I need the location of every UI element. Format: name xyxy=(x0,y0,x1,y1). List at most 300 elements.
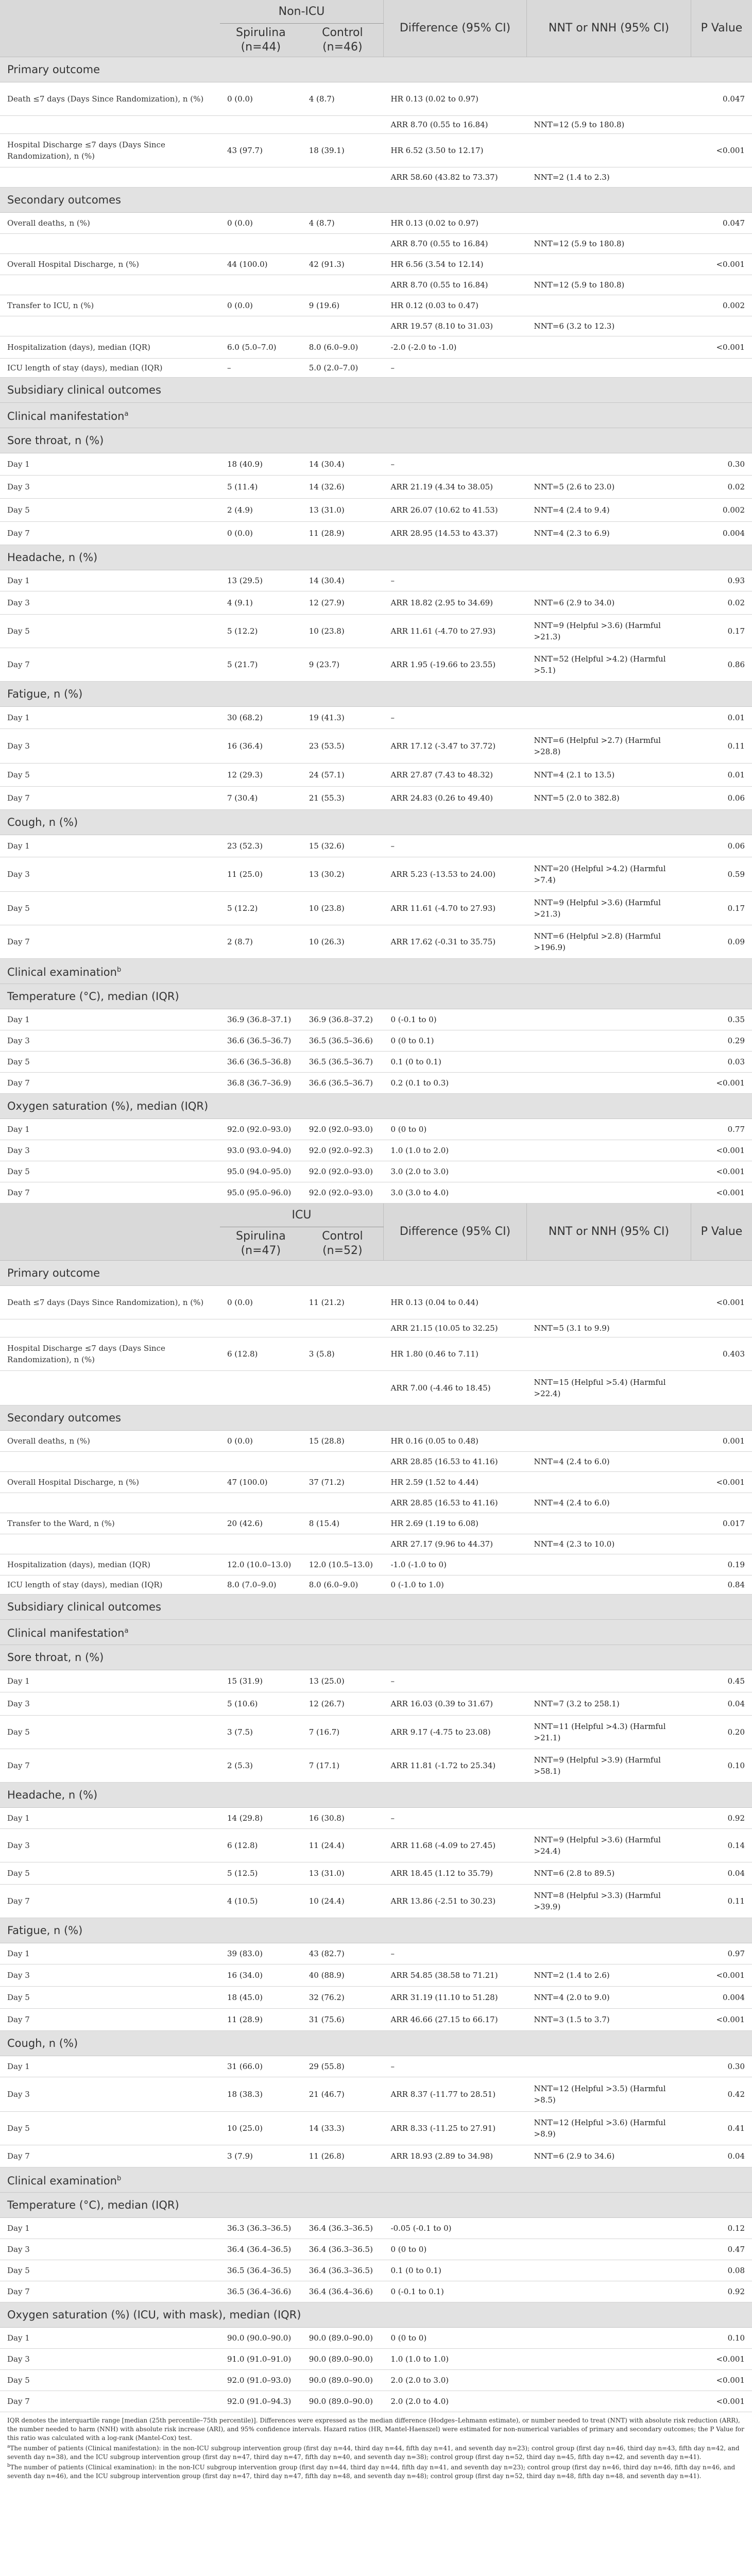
cell-spirulina: 30 (68.2) xyxy=(220,707,302,729)
table-row xyxy=(0,1943,752,1964)
cell-control: 36.4 (36.3–36.5) xyxy=(302,2239,384,2260)
row-label: Day 7 xyxy=(0,1749,220,1783)
cell-difference: 2.0 (2.0 to 3.0) xyxy=(384,2370,527,2391)
section-header-row xyxy=(0,57,752,82)
cell-difference: ARR 18.93 (2.89 to 34.98) xyxy=(384,2145,527,2167)
row-label: Day 7 xyxy=(0,2145,220,2167)
section-title-text: Primary outcome xyxy=(7,1267,100,1279)
cell-difference: HR 0.13 (0.02 to 0.97) xyxy=(384,82,527,116)
table-row xyxy=(0,648,752,682)
cell-spirulina: 0 (0.0) xyxy=(220,295,302,316)
cell-difference: ARR 17.12 (-3.47 to 37.72) xyxy=(384,729,527,764)
cell-control: 90.0 (89.0–90.0) xyxy=(302,2328,384,2349)
cell-control: 11 (21.2) xyxy=(302,1286,384,1319)
table-row xyxy=(0,336,752,359)
cell-spirulina: 6.0 (5.0–7.0) xyxy=(220,336,302,359)
cell-p-value: 0.92 xyxy=(691,1808,752,1829)
cell-p-value: 0.004 xyxy=(691,522,752,545)
table-row xyxy=(0,2145,752,2167)
row-label: Day 5 xyxy=(0,2260,220,2281)
cell-p-value: 0.11 xyxy=(691,729,752,764)
table-row xyxy=(0,1073,752,1094)
row-label: Day 5 xyxy=(0,2370,220,2391)
cell-difference: 0 (0 to 0.1) xyxy=(384,1030,527,1052)
cell-control: 8.0 (6.0–9.0) xyxy=(302,336,384,359)
cell-nnt xyxy=(527,336,691,359)
row-label xyxy=(0,1371,220,1405)
cell-control: 19 (41.3) xyxy=(302,707,384,729)
cell-spirulina: 0 (0.0) xyxy=(220,82,302,116)
table-row xyxy=(0,359,752,378)
cell-spirulina: 93.0 (93.0–94.0) xyxy=(220,1140,302,1161)
cell-spirulina: – xyxy=(220,359,302,378)
row-label: Day 1 xyxy=(0,835,220,857)
cell-p-value: 0.002 xyxy=(691,295,752,316)
section-title-text: Subsidiary clinical outcomes xyxy=(7,384,161,396)
cell-spirulina: 36.4 (36.4–36.5) xyxy=(220,2239,302,2260)
panel-group-title: Non-ICU xyxy=(220,0,384,24)
panel-group-title: ICU xyxy=(220,1204,384,1227)
section-header-row xyxy=(0,682,752,707)
cell-p-value: <0.001 xyxy=(691,1073,752,1094)
footnote-a xyxy=(7,2443,745,2462)
section-title xyxy=(0,378,752,403)
cell-nnt: NNT=8 (Helpful >3.3) (Harmful >39.9) xyxy=(527,1885,691,1918)
section-title xyxy=(0,959,752,984)
cell-p-value: 0.08 xyxy=(691,2260,752,2281)
section-title-text: Cough, n (%) xyxy=(7,816,78,828)
row-label: Overall Hospital Discharge, n (%) xyxy=(0,1472,220,1493)
cell-control: 12.0 (10.5–13.0) xyxy=(302,1554,384,1575)
row-label: Death ≤7 days (Days Since Randomization), n (%) xyxy=(0,82,220,116)
cell-p-value xyxy=(691,167,752,188)
table-row xyxy=(0,1692,752,1716)
cell-difference: 0 (-1.0 to 1.0) xyxy=(384,1575,527,1595)
cell-spirulina: 12.0 (10.0–13.0) xyxy=(220,1554,302,1575)
cell-difference: ARR 28.95 (14.53 to 43.37) xyxy=(384,522,527,545)
cell-nnt xyxy=(527,2239,691,2260)
cell-nnt xyxy=(527,1575,691,1595)
cell-p-value xyxy=(691,1493,752,1513)
cell-nnt: NNT=52 (Helpful >4.2) (Harmful >5.1) xyxy=(527,648,691,682)
cell-nnt: NNT=11 (Helpful >4.3) (Harmful >21.1) xyxy=(527,1716,691,1749)
cell-difference: 1.0 (1.0 to 2.0) xyxy=(384,1140,527,1161)
cell-spirulina xyxy=(220,1319,302,1337)
cell-difference: ARR 18.82 (2.95 to 34.69) xyxy=(384,591,527,615)
cell-difference: HR 1.80 (0.46 to 7.11) xyxy=(384,1337,527,1371)
row-label: Overall deaths, n (%) xyxy=(0,1431,220,1452)
cell-nnt: NNT=7 (3.2 to 258.1) xyxy=(527,1692,691,1716)
cell-spirulina xyxy=(220,167,302,188)
section-title-text: Oxygen saturation (%) (ICU, with mask), median (IQR) xyxy=(7,2309,301,2321)
cell-nnt xyxy=(527,1009,691,1030)
section-title xyxy=(0,2031,752,2056)
cell-difference: ARR 16.03 (0.39 to 31.67) xyxy=(384,1692,527,1716)
cell-difference: ARR 27.87 (7.43 to 48.32) xyxy=(384,764,527,787)
cell-p-value: <0.001 xyxy=(691,1140,752,1161)
cell-p-value: 0.17 xyxy=(691,892,752,925)
cell-nnt: NNT=6 (2.9 to 34.6) xyxy=(527,2145,691,2167)
row-label: Day 3 xyxy=(0,1829,220,1862)
cell-nnt xyxy=(527,2218,691,2239)
cell-p-value xyxy=(691,116,752,134)
cell-p-value: 0.017 xyxy=(691,1513,752,1534)
table-row xyxy=(0,1119,752,1140)
cell-control: 29 (55.8) xyxy=(302,2056,384,2077)
cell-nnt: NNT=6 (3.2 to 12.3) xyxy=(527,316,691,336)
section-header-row xyxy=(0,2031,752,2056)
row-label: Overall deaths, n (%) xyxy=(0,213,220,234)
col-header-difference: Difference (95% CI) xyxy=(384,1204,527,1261)
cell-spirulina: 13 (29.5) xyxy=(220,570,302,591)
cell-control: 36.5 (36.5–36.6) xyxy=(302,1030,384,1052)
row-label: Day 5 xyxy=(0,1161,220,1182)
cell-nnt xyxy=(527,1073,691,1094)
row-label: Day 5 xyxy=(0,1052,220,1073)
cell-p-value: <0.001 xyxy=(691,1472,752,1493)
cell-difference: ARR 9.17 (-4.75 to 23.08) xyxy=(384,1716,527,1749)
cell-nnt xyxy=(527,1140,691,1161)
cell-control: 11 (24.4) xyxy=(302,1829,384,1862)
section-header-row xyxy=(0,2302,752,2328)
cell-control: 90.0 (89.0–90.0) xyxy=(302,2370,384,2391)
header-blank-cell xyxy=(0,1204,220,1261)
row-label: Day 5 xyxy=(0,764,220,787)
row-label xyxy=(0,1319,220,1337)
cell-control: 36.6 (36.5–36.7) xyxy=(302,1073,384,1094)
table-row xyxy=(0,787,752,810)
cell-p-value: <0.001 xyxy=(691,2391,752,2412)
section-title xyxy=(0,810,752,835)
section-title-text: Cough, n (%) xyxy=(7,2037,78,2049)
cell-spirulina: 5 (12.5) xyxy=(220,1862,302,1885)
cell-spirulina: 95.0 (94.0–95.0) xyxy=(220,1161,302,1182)
cell-control xyxy=(302,167,384,188)
section-title-text: Clinical manifestation xyxy=(7,1627,125,1639)
cell-control: 92.0 (92.0–93.0) xyxy=(302,1119,384,1140)
cell-difference: ARR 8.70 (0.55 to 16.84) xyxy=(384,275,527,295)
row-label: Day 1 xyxy=(0,1808,220,1829)
cell-spirulina: 95.0 (95.0–96.0) xyxy=(220,1182,302,1204)
cell-nnt xyxy=(527,213,691,234)
table-row xyxy=(0,857,752,892)
cell-difference: ARR 8.37 (-11.77 to 28.51) xyxy=(384,2077,527,2112)
cell-spirulina: 6 (12.8) xyxy=(220,1829,302,1862)
row-label: Day 5 xyxy=(0,2112,220,2145)
cell-nnt: NNT=4 (2.3 to 10.0) xyxy=(527,1534,691,1554)
cell-p-value: 0.004 xyxy=(691,1987,752,2009)
row-label: Day 7 xyxy=(0,1073,220,1094)
cell-spirulina: 36.6 (36.5–36.7) xyxy=(220,1030,302,1052)
table-row xyxy=(0,234,752,254)
cell-spirulina xyxy=(220,1493,302,1513)
cell-p-value: 0.403 xyxy=(691,1337,752,1371)
table-row xyxy=(0,1452,752,1472)
cell-p-value: 0.02 xyxy=(691,476,752,499)
cell-spirulina: 4 (10.5) xyxy=(220,1885,302,1918)
cell-difference: ARR 46.66 (27.15 to 66.17) xyxy=(384,2009,527,2031)
section-title xyxy=(0,1094,752,1119)
cell-control: 90.0 (89.0–90.0) xyxy=(302,2391,384,2412)
cell-p-value: 0.35 xyxy=(691,1009,752,1030)
footnote-main: IQR denotes the interquartile range [median (25th percentile–75th percentile)]. Differences were expressed as the median difference (Hodges–Lehmann estimate), or number needed to treat (NNT) with absolute risk reduction (ARR), the number needed to harm (NNH) with absolute risk increase (ARI), and 95% confidence intervals. Hazard ratios (HR, Mantel-Haenszel) were estimated for non-numerical variables of primary and secondary outcomes; the P Value for this ratio was calculated with a log-rank (Mantel-Cox) test. xyxy=(7,2417,744,2442)
section-header-row xyxy=(0,378,752,403)
cell-difference: 2.0 (2.0 to 4.0) xyxy=(384,2391,527,2412)
cell-nnt xyxy=(527,453,691,476)
table-row xyxy=(0,1431,752,1452)
cell-control xyxy=(302,1319,384,1337)
header-blank-cell xyxy=(0,0,220,57)
section-title-text: Fatigue, n (%) xyxy=(7,1924,83,1937)
section-header-row xyxy=(0,1645,752,1670)
cell-spirulina: 3 (7.5) xyxy=(220,1716,302,1749)
cell-difference: 0.1 (0 to 0.1) xyxy=(384,1052,527,1073)
cell-nnt: NNT=3 (1.5 to 3.7) xyxy=(527,2009,691,2031)
section-title xyxy=(0,1645,752,1670)
cell-control xyxy=(302,1534,384,1554)
section-title-text: Temperature (°C), median (IQR) xyxy=(7,990,179,1003)
cell-control: 10 (26.3) xyxy=(302,925,384,959)
section-title-text: Clinical examination xyxy=(7,966,117,978)
cell-spirulina: 5 (10.6) xyxy=(220,1692,302,1716)
cell-spirulina: 92.0 (92.0–93.0) xyxy=(220,1119,302,1140)
cell-control: 8.0 (6.0–9.0) xyxy=(302,1575,384,1595)
section-title xyxy=(0,2167,752,2193)
cell-spirulina: 2 (4.9) xyxy=(220,499,302,522)
cell-spirulina: 23 (52.3) xyxy=(220,835,302,857)
cell-p-value: 0.04 xyxy=(691,2145,752,2167)
cell-spirulina: 90.0 (90.0–90.0) xyxy=(220,2328,302,2349)
cell-difference: -2.0 (-2.0 to -1.0) xyxy=(384,336,527,359)
cell-difference: HR 0.12 (0.03 to 0.47) xyxy=(384,295,527,316)
panel-header-group-row xyxy=(0,0,752,24)
section-title xyxy=(0,57,752,82)
cell-difference: ARR 58.60 (43.82 to 73.37) xyxy=(384,167,527,188)
cell-control: 4 (8.7) xyxy=(302,82,384,116)
cell-difference: ARR 24.83 (0.26 to 49.40) xyxy=(384,787,527,810)
row-label: Day 3 xyxy=(0,2349,220,2370)
cell-difference: – xyxy=(384,1670,527,1692)
cell-p-value: <0.001 xyxy=(691,1964,752,1987)
cell-control: 92.0 (92.0–92.3) xyxy=(302,1140,384,1161)
col-header-control: Control (n=46) xyxy=(302,24,384,57)
cell-p-value xyxy=(691,1319,752,1337)
cell-nnt xyxy=(527,1119,691,1140)
cell-p-value: 0.047 xyxy=(691,82,752,116)
table-row xyxy=(0,892,752,925)
cell-difference: HR 0.16 (0.05 to 0.48) xyxy=(384,1431,527,1452)
row-label xyxy=(0,275,220,295)
section-header-row xyxy=(0,2193,752,2218)
cell-difference: 0 (-0.1 to 0) xyxy=(384,1009,527,1030)
cell-difference: ARR 8.70 (0.55 to 16.84) xyxy=(384,234,527,254)
cell-p-value: 0.92 xyxy=(691,2281,752,2302)
cell-p-value: <0.001 xyxy=(691,336,752,359)
cell-nnt xyxy=(527,1808,691,1829)
table-row xyxy=(0,1862,752,1885)
section-header-row xyxy=(0,1783,752,1808)
cell-p-value: 0.06 xyxy=(691,787,752,810)
row-label xyxy=(0,234,220,254)
cell-difference: HR 6.52 (3.50 to 12.17) xyxy=(384,134,527,167)
table-row xyxy=(0,1513,752,1534)
cell-spirulina: 92.0 (91.0–94.3) xyxy=(220,2391,302,2412)
row-label: Day 1 xyxy=(0,1119,220,1140)
cell-spirulina: 5 (12.2) xyxy=(220,615,302,648)
cell-nnt: NNT=12 (5.9 to 180.8) xyxy=(527,116,691,134)
cell-spirulina: 11 (28.9) xyxy=(220,2009,302,2031)
cell-spirulina: 16 (36.4) xyxy=(220,729,302,764)
col-header-nnt: NNT or NNH (95% CI) xyxy=(527,1204,691,1261)
table-row xyxy=(0,2328,752,2349)
table-row xyxy=(0,1829,752,1862)
section-title xyxy=(0,545,752,570)
cell-control: 14 (30.4) xyxy=(302,570,384,591)
table-row xyxy=(0,2281,752,2302)
cell-control: 4 (8.7) xyxy=(302,213,384,234)
row-label: Day 7 xyxy=(0,1885,220,1918)
cell-p-value: <0.001 xyxy=(691,254,752,275)
table-row xyxy=(0,1371,752,1405)
cell-spirulina: 0 (0.0) xyxy=(220,522,302,545)
cell-nnt xyxy=(527,134,691,167)
cell-control: 12 (27.9) xyxy=(302,591,384,615)
cell-nnt: NNT=6 (Helpful >2.7) (Harmful >28.8) xyxy=(527,729,691,764)
table-row xyxy=(0,1534,752,1554)
section-title xyxy=(0,403,752,428)
cell-nnt: NNT=5 (2.6 to 23.0) xyxy=(527,476,691,499)
section-title-text: Headache, n (%) xyxy=(7,1789,98,1801)
cell-nnt: NNT=12 (5.9 to 180.8) xyxy=(527,275,691,295)
cell-spirulina xyxy=(220,116,302,134)
section-title-text: Clinical examination xyxy=(7,2175,117,2187)
row-label: Transfer to the Ward, n (%) xyxy=(0,1513,220,1534)
section-header-row xyxy=(0,959,752,984)
cell-difference: 0.1 (0 to 0.1) xyxy=(384,2260,527,2281)
cell-spirulina: 18 (45.0) xyxy=(220,1987,302,2009)
cell-p-value xyxy=(691,1371,752,1405)
row-label: Day 7 xyxy=(0,1182,220,1204)
table-row xyxy=(0,1885,752,1918)
cell-control: 13 (31.0) xyxy=(302,499,384,522)
row-label: Day 3 xyxy=(0,1030,220,1052)
row-label: Day 5 xyxy=(0,892,220,925)
section-title-text: Secondary outcomes xyxy=(7,1412,121,1424)
cell-spirulina: 2 (8.7) xyxy=(220,925,302,959)
row-label: Day 7 xyxy=(0,2281,220,2302)
cell-nnt: NNT=9 (Helpful >3.6) (Harmful >21.3) xyxy=(527,615,691,648)
cell-p-value: 0.77 xyxy=(691,1119,752,1140)
row-label xyxy=(0,1493,220,1513)
cell-control: 36.9 (36.8–37.2) xyxy=(302,1009,384,1030)
table-row xyxy=(0,2218,752,2239)
section-title-text: Temperature (°C), median (IQR) xyxy=(7,2199,179,2211)
footnote-b-text: The number of patients (Clinical examination): in the non-ICU subgroup intervention group (first day n=44, third day n=44, fifth day n=41, and seventh day n=23); control group (first day n=46, third day n=46, fifth day n=46, and seventh day n=46), and the ICU subgroup intervention group (first day n=47, third day n=47, fifth day n=48, and seventh day n=48); control group (first day n=52, third day n=48, fifth day n=48, and seventh day n=41). xyxy=(7,2464,736,2480)
cell-nnt: NNT=6 (2.8 to 89.5) xyxy=(527,1862,691,1885)
row-label: Day 5 xyxy=(0,499,220,522)
row-label xyxy=(0,116,220,134)
cell-p-value: 0.047 xyxy=(691,213,752,234)
row-label: Day 1 xyxy=(0,1009,220,1030)
cell-control: 13 (25.0) xyxy=(302,1670,384,1692)
row-label xyxy=(0,1452,220,1472)
cell-control: 36.5 (36.5–36.7) xyxy=(302,1052,384,1073)
cell-nnt xyxy=(527,1431,691,1452)
cell-nnt: NNT=2 (1.4 to 2.3) xyxy=(527,167,691,188)
table-row xyxy=(0,453,752,476)
cell-p-value: <0.001 xyxy=(691,1182,752,1204)
table-row xyxy=(0,2391,752,2412)
cell-control xyxy=(302,234,384,254)
cell-control: 21 (55.3) xyxy=(302,787,384,810)
cell-control: 7 (16.7) xyxy=(302,1716,384,1749)
cell-difference: 0.2 (0.1 to 0.3) xyxy=(384,1073,527,1094)
cell-nnt xyxy=(527,1286,691,1319)
table-row xyxy=(0,499,752,522)
cell-nnt: NNT=5 (2.0 to 382.8) xyxy=(527,787,691,810)
cell-control: 36.4 (36.3–36.5) xyxy=(302,2260,384,2281)
cell-nnt xyxy=(527,2281,691,2302)
cell-p-value xyxy=(691,275,752,295)
footnote-b-mark: b xyxy=(7,2463,10,2468)
section-header-row xyxy=(0,188,752,213)
section-title-text: Headache, n (%) xyxy=(7,551,98,564)
row-label: Day 7 xyxy=(0,2391,220,2412)
section-title xyxy=(0,428,752,453)
cell-p-value: 0.01 xyxy=(691,764,752,787)
cell-nnt xyxy=(527,1182,691,1204)
footnote-a-mark: a xyxy=(7,2444,10,2449)
cell-p-value: 0.12 xyxy=(691,2218,752,2239)
table-row xyxy=(0,1964,752,1987)
cell-spirulina: 0 (0.0) xyxy=(220,1286,302,1319)
cell-control xyxy=(302,275,384,295)
cell-spirulina xyxy=(220,1534,302,1554)
footnote-a-text: The number of patients (Clinical manifestation): in the non-ICU subgroup intervention group (first day n=44, third day n=44, fifth day n=41, and seventh day n=23); control group (first day n=46, third day n=43, fifth day n=42, and seventh day n=38), and the ICU subgroup intervention group (first day n=47, third day n=47, fifth day n=40, and seventh day n=38); control group (first day n=52, third day n=45, fifth day n=42, and seventh day n=41). xyxy=(7,2445,740,2461)
cell-difference: ARR 8.70 (0.55 to 16.84) xyxy=(384,116,527,134)
cell-difference: ARR 11.68 (-4.09 to 27.45) xyxy=(384,1829,527,1862)
col-header-control: Control (n=52) xyxy=(302,1227,384,1261)
cell-control: 92.0 (92.0–93.0) xyxy=(302,1182,384,1204)
section-header-row xyxy=(0,1620,752,1645)
panel-header-group-row xyxy=(0,1204,752,1227)
cell-difference: ARR 17.62 (-0.31 to 35.75) xyxy=(384,925,527,959)
table-row xyxy=(0,167,752,188)
table-row xyxy=(0,2077,752,2112)
cell-control: 31 (75.6) xyxy=(302,2009,384,2031)
section-header-row xyxy=(0,1094,752,1119)
cell-control: 7 (17.1) xyxy=(302,1749,384,1783)
cell-difference: ARR 28.85 (16.53 to 41.16) xyxy=(384,1493,527,1513)
cell-control: 43 (82.7) xyxy=(302,1943,384,1964)
cell-spirulina: 3 (7.9) xyxy=(220,2145,302,2167)
table-row xyxy=(0,476,752,499)
table-row xyxy=(0,2349,752,2370)
cell-p-value xyxy=(691,359,752,378)
cell-p-value: <0.001 xyxy=(691,2370,752,2391)
cell-spirulina: 12 (29.3) xyxy=(220,764,302,787)
cell-spirulina: 4 (9.1) xyxy=(220,591,302,615)
cell-difference: ARR 8.33 (-11.25 to 27.91) xyxy=(384,2112,527,2145)
section-title xyxy=(0,1261,752,1286)
cell-spirulina xyxy=(220,1371,302,1405)
cell-control: 37 (71.2) xyxy=(302,1472,384,1493)
table-row xyxy=(0,116,752,134)
table-row xyxy=(0,295,752,316)
cell-nnt: NNT=6 (2.9 to 34.0) xyxy=(527,591,691,615)
row-label: Day 1 xyxy=(0,453,220,476)
cell-control xyxy=(302,1452,384,1472)
